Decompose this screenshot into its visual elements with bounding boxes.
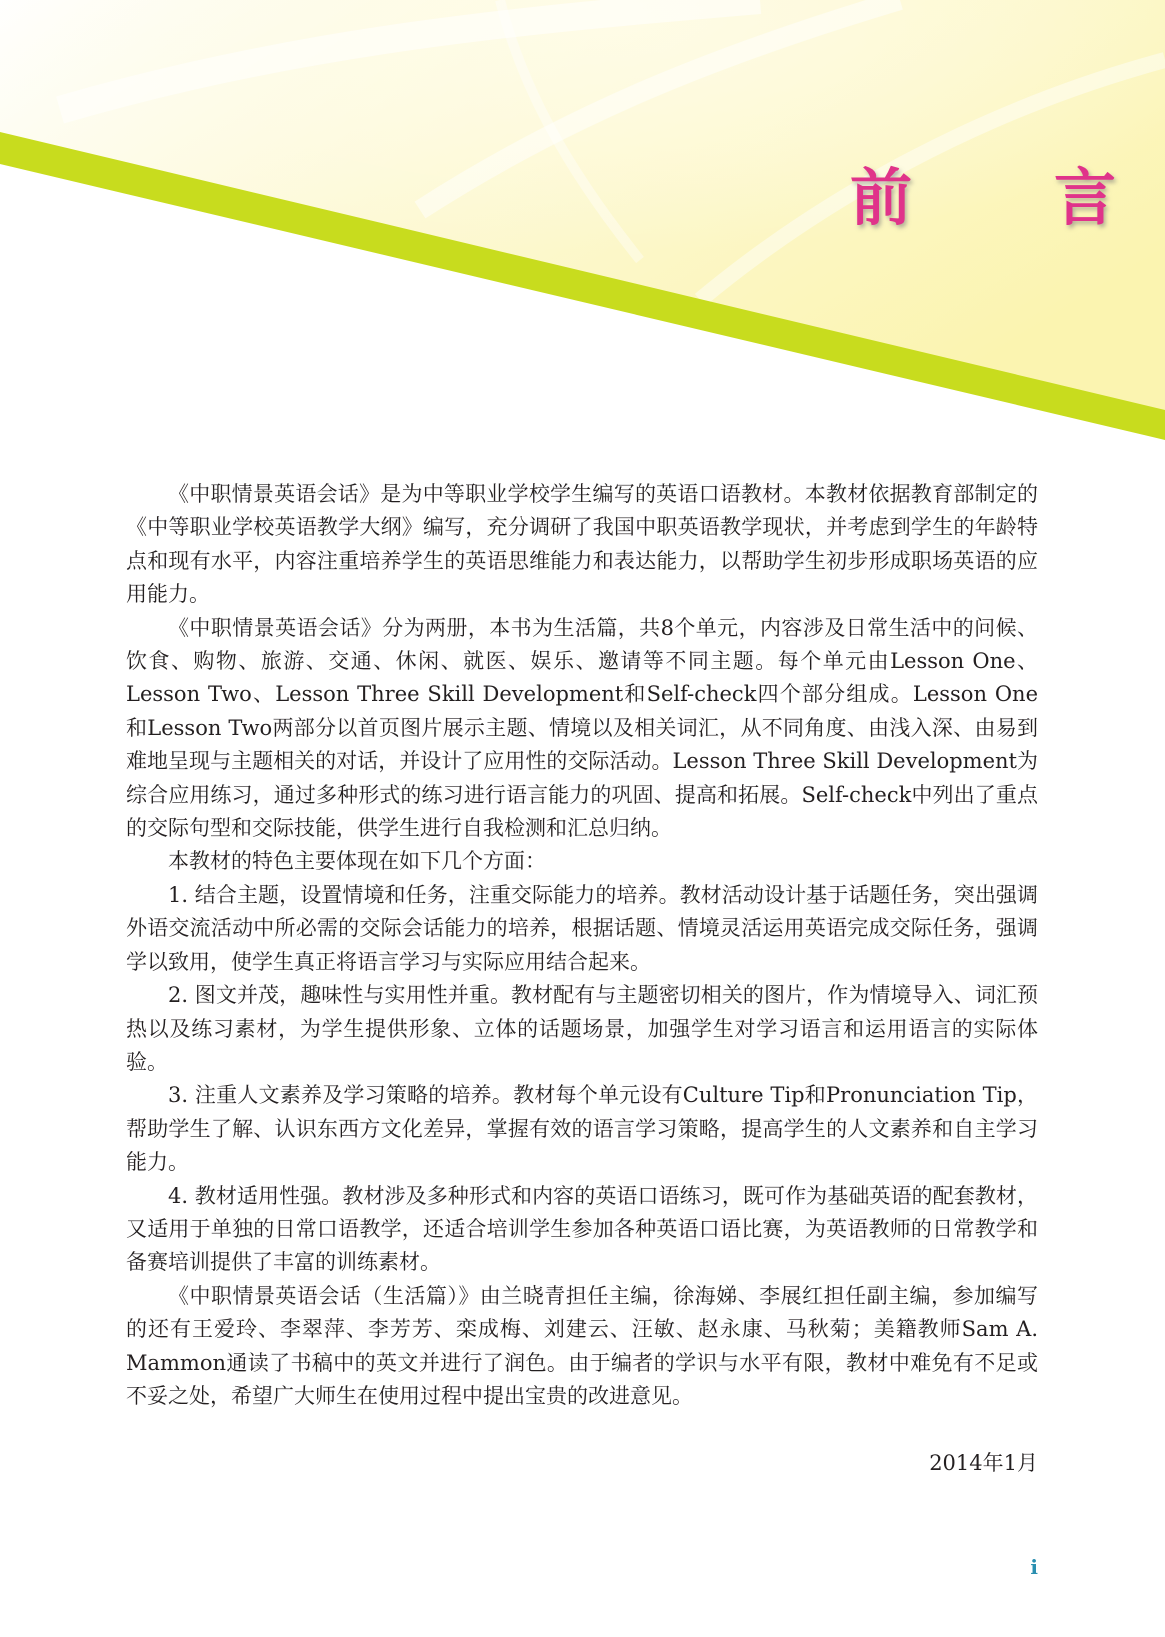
paragraph-feature-1: 1. 结合主题，设置情境和任务，注重交际能力的培养。教材活动设计基于话题任务，突出强调外语交流活动中所必需的交际会话能力的培养，根据话题、情境灵活运用英语完成交际任务，强调学以致用，使学生真正将语言学习与实际应用结合起来。 — [126, 882, 1038, 974]
preface-date: 2014年1月 — [929, 1451, 1038, 1475]
paragraph-feature-3: 3. 注重人文素养及学习策略的培养。教材每个单元设有Culture Tip和Pronunciation Tip，帮助学生了解、认识东西方文化差异，掌握有效的语言学习策略，提高学生的人文素养和自主学习能力。 — [126, 1083, 1038, 1175]
paragraph-feature-2: 2. 图文并茂，趣味性与实用性并重。教材配有与主题密切相关的图片，作为情境导入、词汇预热以及练习素材，为学生提供形象、立体的话题场景，加强学生对学习语言和运用语言的实际体验。 — [126, 983, 1038, 1074]
paragraph-features-intro: 本教材的特色主要体现在如下几个方面： — [168, 849, 546, 874]
paragraph-intro: 《中职情景英语会话》是为中等职业学校学生编写的英语口语教材。本教材依据教育部制定的《中等职业学校英语教学大纲》编写，充分调研了我国中职英语教学现状，并考虑到学生的年龄特点和现有水平，内容注重培养学生的英语思维能力和表达能力，以帮助学生初步形成职场英语的应用能力。 — [126, 482, 1038, 607]
page-number: i — [1030, 1555, 1038, 1579]
page-title: 前 言 — [850, 161, 1157, 234]
paragraph-structure: 《中职情景英语会话》分为两册，本书为生活篇，共8个单元，内容涉及日常生活中的问候、饮食、购物、旅游、交通、休闲、就医、娱乐、邀请等不同主题。每个单元由Lesson One、Lesson Two、Lesson Three Skill Development和Self-check四个部分组成。Lesson One和Lesson Two两部分以首页图片展示主题、情境以及相关词汇，从不同角度、由浅入深、由易到难地呈现与主题相关的对话，并设计了应用性的交际活动。Lesson Three Skill Development为综合应用练习，通过多种形式的练习进行语言能力的巩固、提高和拓展。Self-check中列出了重点的交际句型和交际技能，供学生进行自我检测和汇总归纳。 — [126, 615, 1038, 841]
paragraph-feature-4: 4. 教材适用性强。教材涉及多种形式和内容的英语口语练习，既可作为基础英语的配套教材，又适用于单独的日常口语教学，还适合培训学生参加各种英语口语比赛，为英语教师的日常教学和备赛培训提供了丰富的训练素材。 — [126, 1183, 1038, 1275]
paragraph-editors: 《中职情景英语会话（生活篇）》由兰晓青担任主编，徐海娣、李展红担任副主编，参加编写的还有王爱玲、李翠萍、李芳芳、栾成梅、刘建云、汪敏、赵永康、马秋菊；美籍教师Sam A. Mammon通读了书稿中的英文并进行了润色。由于编者的学识与水平有限，教材中难免有不足或不妥之处，希望广大师生在使用过程中提出宝贵的改进意见。 — [126, 1283, 1038, 1408]
preface-body — [126, 478, 1038, 1413]
